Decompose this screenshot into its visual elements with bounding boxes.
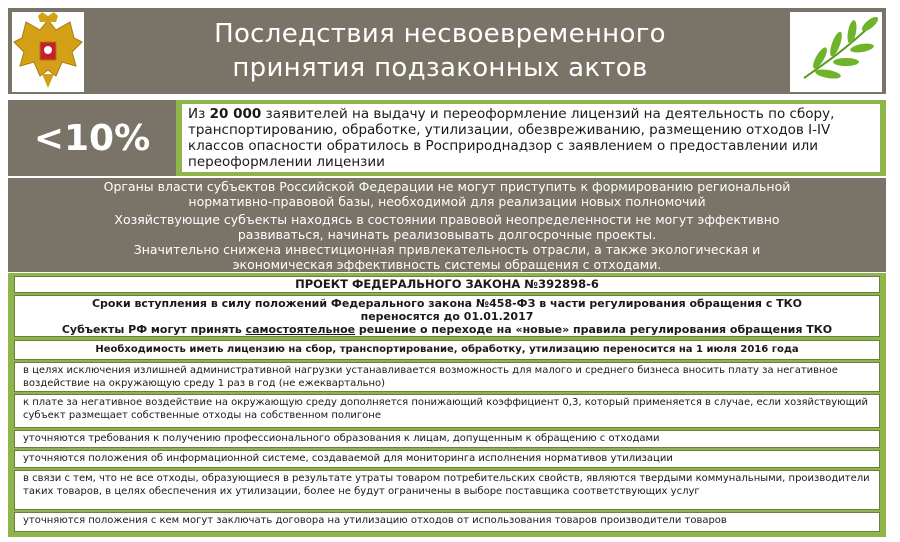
title-line-2: принятия подзаконных актов: [232, 53, 648, 83]
title-line-1: Последствия несвоевременного: [214, 19, 666, 49]
russian-coat-of-arms-icon: [12, 12, 84, 92]
list-item: уточняются положения об информационной системе, создаваемой для мониторинга исполнения нормативов утилизации: [14, 450, 880, 468]
project-summary: [14, 295, 880, 337]
stat-text-bold: 20 000: [209, 106, 262, 122]
band2-line-2: развиваться, начинать реализовывать долгосрочные проекты.: [237, 227, 657, 242]
band2-line-3: Значительно снижена инвестиционная привлекательность отрасли, а также экологическая и: [133, 242, 761, 257]
stat-text-post: заявителей на выдачу и переоформление лицензий на деятельность по сбору, транспортированию, обработке, утилизации, обезвреживанию, размещению отходов I-IV классов опасности обратилось в Росприроднадзор с заявлением о предоставлении или переоформлении лицензии: [188, 106, 835, 170]
project-line-3: [15, 323, 879, 336]
business-entities-band: [8, 210, 886, 272]
band2-line-4: экономическая эффективность системы обращения с отходами.: [232, 257, 662, 272]
green-leaf-branch-icon: [790, 12, 882, 92]
band1-line-2: нормативно-правовой базы, необходимой для реализации новых полномочий: [188, 194, 706, 209]
project-header: ПРОЕКТ ФЕДЕРАЛЬНОГО ЗАКОНА №392898-6: [14, 276, 880, 293]
list-item: в целях исключения излишней административной нагрузки устанавливается возможность для малого и среднего бизнеса вносить плату за негативное воздействие на окружающую среду 1 раз в год (не ежеквартально): [14, 362, 880, 392]
list-item: к плате за негативное воздействие на окружающую среду дополняется понижающий коэффициент 0,3, который применяется в случае, если хозяйствующий субъект размещает собственные отходы на собственном полигоне: [14, 394, 880, 428]
page-title: [95, 14, 785, 88]
project-line-3-post: решение о переходе на «новые» правила регулирования обращения ТКО: [355, 323, 833, 336]
stat-text-pre: Из: [188, 106, 210, 122]
list-item: в связи с тем, что не все отходы, образующиеся в результате утраты товаром потребительских свойств, являются твердыми коммунальными, производители таких товаров, в целях обеспечения их утилизации, более не будут ограничены в выборе поставщика соответствующих услуг: [14, 470, 880, 510]
stat-description: [182, 104, 880, 172]
regional-authorities-band: [8, 178, 886, 210]
list-item: уточняются положения с кем могут заключать договора на утилизацию отходов от использования товаров производители товаров: [14, 512, 880, 532]
project-line-1: Сроки вступления в силу положений Федерального закона №458-ФЗ в части регулирования обращения с ТКО: [91, 297, 803, 310]
project-line-3-pre: Субъекты РФ могут принять: [61, 323, 246, 336]
project-line-3-underlined: самостоятельное: [245, 323, 356, 336]
project-line-2: переносятся до 01.01.2017: [360, 310, 534, 323]
band2-line-1: Хозяйствующие субъекты находясь в состоянии правовой неопределенности не могут эффективно: [114, 212, 780, 227]
list-item: уточняются требования к получению профессионального образования к лицам, допущенным к обращению с отходами: [14, 430, 880, 448]
stat-value: <10%: [8, 100, 176, 176]
band1-line-1: Органы власти субъектов Российской Федерации не могут приступить к формированию региональной: [103, 179, 791, 194]
license-necessity: Необходимость иметь лицензию на сбор, транспортирование, обработку, утилизацию переносится на 1 июля 2016 года: [14, 340, 880, 360]
